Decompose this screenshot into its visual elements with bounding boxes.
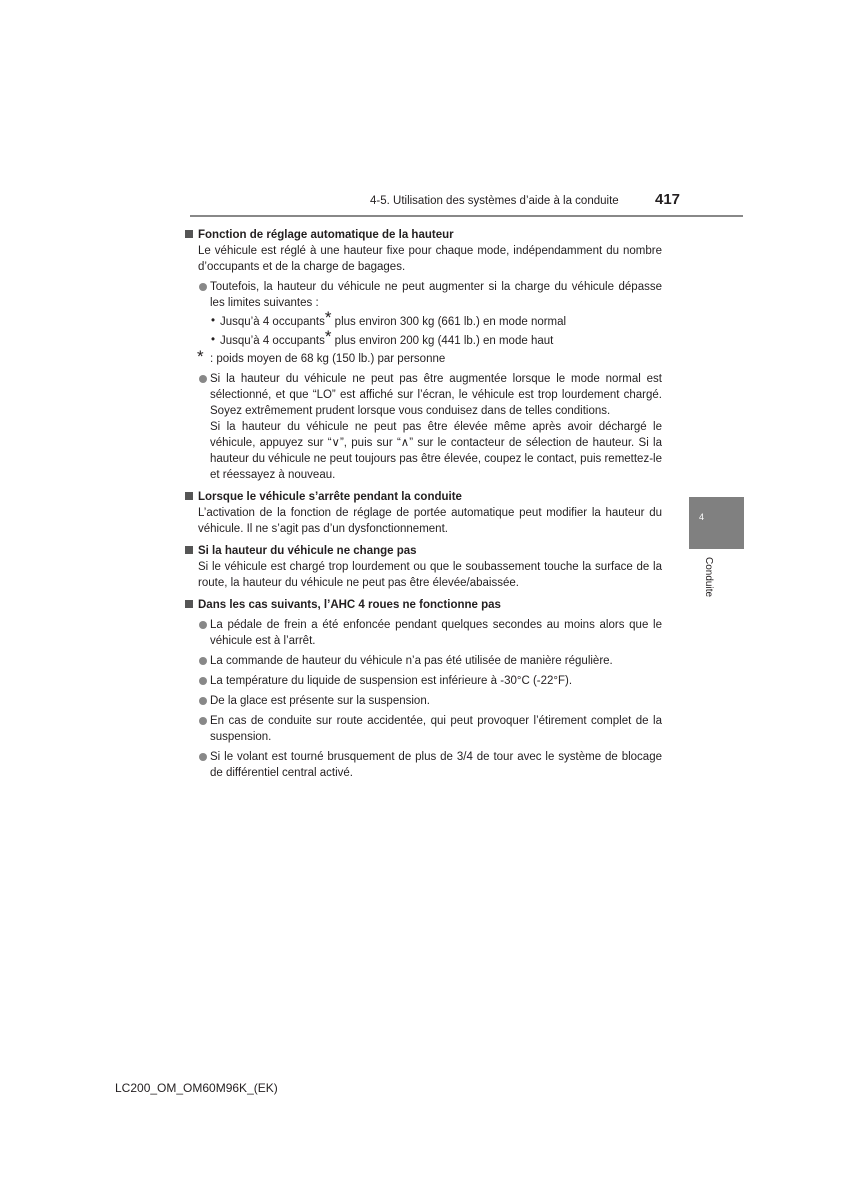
section-heading: Dans les cas suivants, l’AHC 4 roues ne fonctionne pas (185, 597, 662, 613)
asterisk-mark: * (324, 308, 332, 327)
footnote: * : poids moyen de 68 kg (150 lb.) par personne (197, 347, 446, 366)
paragraph: L’activation de la fonction de réglage de portée automatique peut modifier la hauteur du véhicule. Il ne s’agit pas d’un dysfonctionnement. (198, 507, 662, 535)
list-item: Toutefois, la hauteur du véhicule ne peut augmenter si la charge du véhicule dépasse les limites suivantes : (185, 279, 662, 311)
square-bullet-icon (185, 546, 193, 554)
square-bullet-icon (185, 600, 193, 608)
page-content (185, 225, 662, 781)
round-bullet-icon (199, 621, 207, 629)
sub-list-item: • Jusqu’à 4 occupants* plus environ 200 kg (441 lb.) en mode haut (211, 327, 554, 347)
round-bullet-icon (199, 283, 207, 291)
footer-code: LC200_OM_OM60M96K_(EK) (115, 1081, 278, 1095)
square-bullet-icon (185, 492, 193, 500)
round-bullet-icon (199, 375, 207, 383)
list-item: La pédale de frein a été enfoncée pendant quelques secondes au moins alors que le véhicule est à l’arrêt. (185, 617, 662, 649)
page-number: 417 (655, 191, 681, 208)
square-bullet-icon (185, 230, 193, 238)
section-heading: Fonction de réglage automatique de la hauteur (185, 227, 662, 243)
list-item: De la glace est présente sur la suspension. (185, 693, 662, 709)
list-item: En cas de conduite sur route accidentée, qui peut provoquer l’étirement complet de la suspension. (185, 713, 662, 745)
round-bullet-icon (199, 697, 207, 705)
section-title: 4-5. Utilisation des systèmes d’aide à la conduite (370, 195, 619, 207)
round-bullet-icon (199, 753, 207, 761)
asterisk-mark: * (324, 327, 332, 346)
chapter-number: 4 (699, 512, 705, 522)
round-bullet-icon (199, 717, 207, 725)
asterisk-mark: * (197, 347, 204, 366)
chapter-label: Conduite (703, 557, 714, 598)
list-item-continuation: Si la hauteur du véhicule ne peut pas être élevée même après avoir déchargé le véhicule, appuyez sur “∨”, puis sur “∧” sur le contacteur de sélection de hauteur. Si la hauteur du véhicule ne peut toujours pas être élevée, coupez le contact, puis remettez-le et réessayez à nouveau. (210, 421, 662, 481)
list-item: Si le volant est tourné brusquement de plus de 3/4 de tour avec le système de blocage de différentiel central activé. (185, 749, 662, 781)
chapter-tab (689, 497, 744, 549)
sub-list-item: • Jusqu’à 4 occupants* plus environ 300 kg (661 lb.) en mode normal (211, 308, 567, 328)
list-item: La commande de hauteur du véhicule n’a pas été utilisée de manière régulière. (185, 653, 662, 669)
header-rule (190, 215, 743, 217)
round-bullet-icon (199, 657, 207, 665)
paragraph: Si le véhicule est chargé trop lourdement ou que le soubassement touche la surface de la route, la hauteur du véhicule ne peut pas être élevée/abaissée. (198, 561, 662, 589)
list-item: La température du liquide de suspension est inférieure à -30°C (-22°F). (185, 673, 662, 689)
section-heading: Si la hauteur du véhicule ne change pas (185, 543, 662, 559)
paragraph: Le véhicule est réglé à une hauteur fixe pour chaque mode, indépendamment du nombre d’occupants et de la charge de bagages. (198, 245, 662, 273)
round-bullet-icon (199, 677, 207, 685)
list-item: Si la hauteur du véhicule ne peut pas être augmentée lorsque le mode normal est sélectionné, et que “LO” est affiché sur l’écran, le véhicule est trop lourdement chargé. Soyez extrêmement prudent lorsque vous conduisez dans de telles conditions. (185, 371, 662, 419)
section-heading: Lorsque le véhicule s’arrête pendant la conduite (185, 489, 662, 505)
